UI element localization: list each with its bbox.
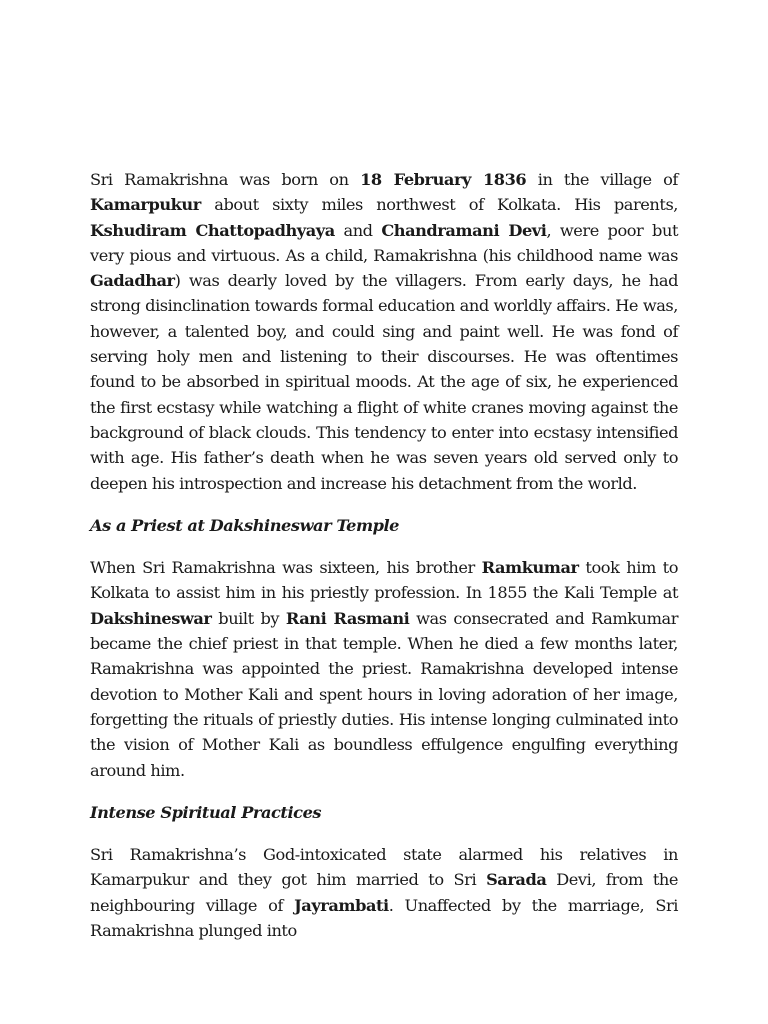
text-segment: Devi, from the neighbouring village of — [90, 870, 678, 915]
text-segment: When Sri Ramakrishna was sixteen, his brother — [90, 558, 482, 578]
text-segment: and — [334, 220, 382, 240]
paragraph-practices — [90, 842, 678, 943]
bold-text-jayrambati: Jayrambati — [294, 895, 389, 915]
text-segment: Sri Ramakrishna’s God-intoxicated state alarmed his relatives in Kamarpukur and they got him married to Sri — [90, 845, 678, 890]
document-page — [90, 167, 678, 943]
text-segment: took him to Kolkata to assist him in his priestly profession. In 1855 the Kali Temple at — [90, 558, 679, 603]
text-segment: ) was dearly loved by the villagers. From early days, he had strong disinclination towards formal education and worldly affairs. He was, however, a talented boy, and could sing and paint well. He was fond of serving holy men and listening to their discourses. He was oftentimes found to be absorbed in spiritual moods. At the age of six, he experienced the first ecstasy while watching a flight of white cranes moving against the background of black clouds. This tendency to enter into ecstasy intensified with age. His father’s death when he was seven years old served only to deepen his introspection and increase his detachment from the world. — [90, 271, 678, 493]
bold-text-kshudiram: Kshudiram Chattopadhyaya — [90, 220, 335, 240]
paragraph-birth — [90, 167, 678, 496]
text-segment: , were poor but very pious and virtuous. As a child, Ramakrishna (his childhood name was — [90, 220, 678, 265]
bold-text-gadadhar: Gadadhar — [90, 271, 175, 291]
bold-text-ramkumar: Ramkumar — [481, 558, 579, 578]
bold-text-sarada: Sarada — [486, 870, 547, 890]
text-segment: in the village of — [526, 170, 678, 189]
section-heading-priest: As a Priest at Dakshineswar Temple — [90, 515, 400, 535]
text-segment: . Unaffected by the marriage, Sri Ramakrishna plunged into — [90, 895, 678, 941]
text-segment: was consecrated and Ramkumar became the chief priest in that temple. When he died a few months later, Ramakrishna was appointed the priest. Ramakrishna developed intense devotion to Mother Kali and spent hours in loving adoration of her image, forgetting the rituals of priestly duties. His intense longing culminated into the vision of Mother Kali as boundless effulgence engulfing everything around him. — [90, 608, 679, 780]
text-segment: Sri Ramakrishna was born on — [90, 170, 361, 189]
text-segment: built by — [211, 608, 286, 628]
paragraph-priest — [90, 555, 678, 783]
bold-text-rani-rasmani: Rani Rasmani — [285, 608, 410, 628]
section-heading-practices: Intense Spiritual Practices — [90, 802, 322, 822]
bold-text-birthdate: 18 February 1836 — [360, 170, 527, 189]
bold-text-dakshineswar: Dakshineswar — [90, 608, 212, 628]
text-segment: about sixty miles northwest of Kolkata. His parents, — [200, 195, 678, 215]
bold-text-kamarpukur: Kamarpukur — [90, 195, 201, 215]
bold-text-chandramani: Chandramani Devi — [381, 220, 547, 240]
